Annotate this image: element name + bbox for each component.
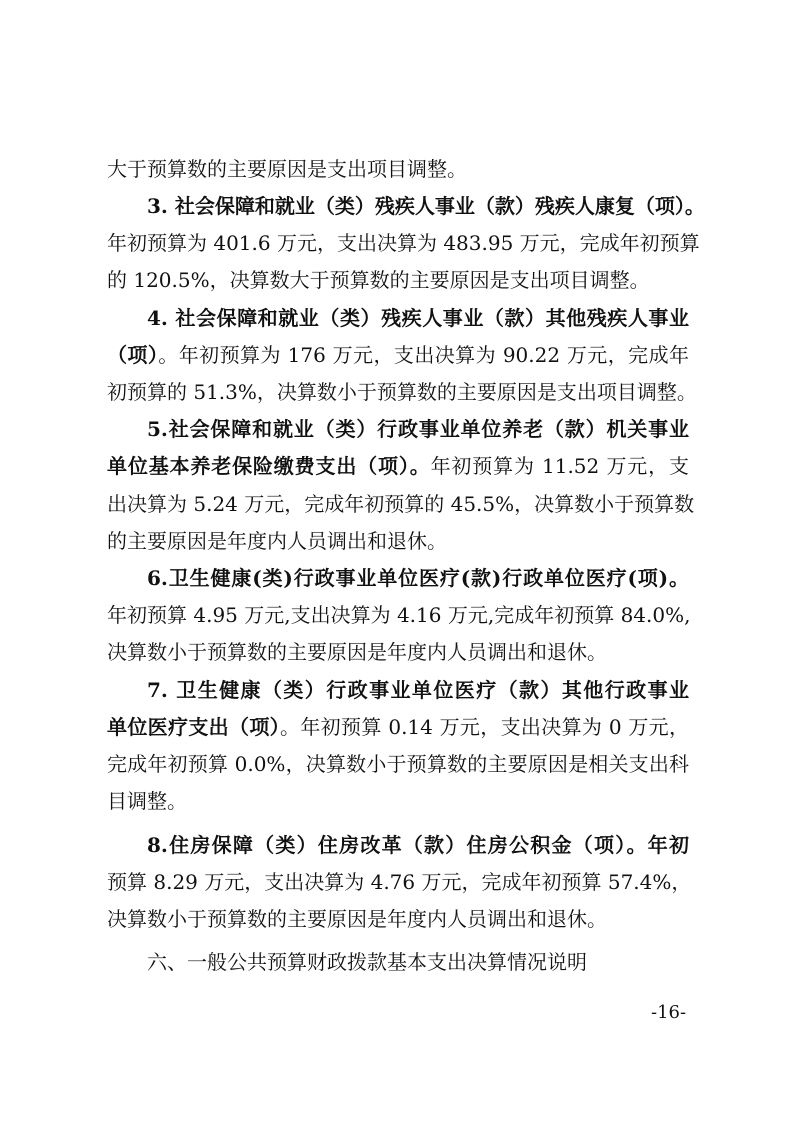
body-line: 年初预算为 401.6 万元，支出决算为 483.95 万元，完成年初预算 xyxy=(107,231,700,255)
body-line: 单位医疗支出（项）。年初预算 0.14 万元，支出决算为 0 万元， xyxy=(107,715,690,739)
section-heading: 六、一般公共预算财政拨款基本支出决算情况说明 xyxy=(147,950,587,974)
body-line: 目调整。 xyxy=(107,789,187,813)
body-line: （项）。年初预算为 176 万元，支出决算为 90.22 万元，完成年 xyxy=(107,343,690,367)
item-heading: 4. 社会保障和就业（类）残疾人事业（款）其他残疾人事业 xyxy=(147,306,689,330)
body-line: 初预算的 51.3%，决算数小于预算数的主要原因是支出项目调整。 xyxy=(107,380,697,404)
item-heading: 8.住房保障（类）住房改革（款）住房公积金（项）。年初 xyxy=(147,833,689,857)
body-line: 的 120.5%，决算数大于预算数的主要原因是支出项目调整。 xyxy=(107,268,650,292)
body-line: 预算 8.29 万元，支出决算为 4.76 万元，完成年初预算 57.4%， xyxy=(107,870,692,894)
body-line: 决算数小于预算数的主要原因是年度内人员调出和退休。 xyxy=(107,640,607,664)
body-line: 的主要原因是年度内人员调出和退休。 xyxy=(107,529,447,553)
page-number: -16- xyxy=(651,1002,687,1023)
body-line: 出决算为 5.24 万元，完成年初预算的 45.5%，决算数小于预算数 xyxy=(107,492,695,516)
item-heading: 3. 社会保障和就业（类）残疾人事业（款）残疾人康复（项）。 xyxy=(147,194,705,218)
body-line: 单位基本养老保险缴费支出（项）。年初预算为 11.52 万元，支 xyxy=(107,454,690,478)
item-heading: 5.社会保障和就业（类）行政事业单位养老（款）机关事业 xyxy=(147,417,689,441)
item-heading: 7. 卫生健康（类）行政事业单位医疗（款）其他行政事业 xyxy=(147,678,689,702)
body-line: 年初预算 4.95 万元,支出决算为 4.16 万元,完成年初预算 84.0%, xyxy=(107,603,691,627)
body-line: 完成年初预算 0.0%，决算数小于预算数的主要原因是相关支出科 xyxy=(107,752,689,776)
item-heading: 6.卫生健康(类)行政事业单位医疗(款)行政单位医疗(项)。 xyxy=(147,566,689,590)
body-line: 决算数小于预算数的主要原因是年度内人员调出和退休。 xyxy=(107,907,607,931)
body-line: 大于预算数的主要原因是支出项目调整。 xyxy=(107,157,467,181)
